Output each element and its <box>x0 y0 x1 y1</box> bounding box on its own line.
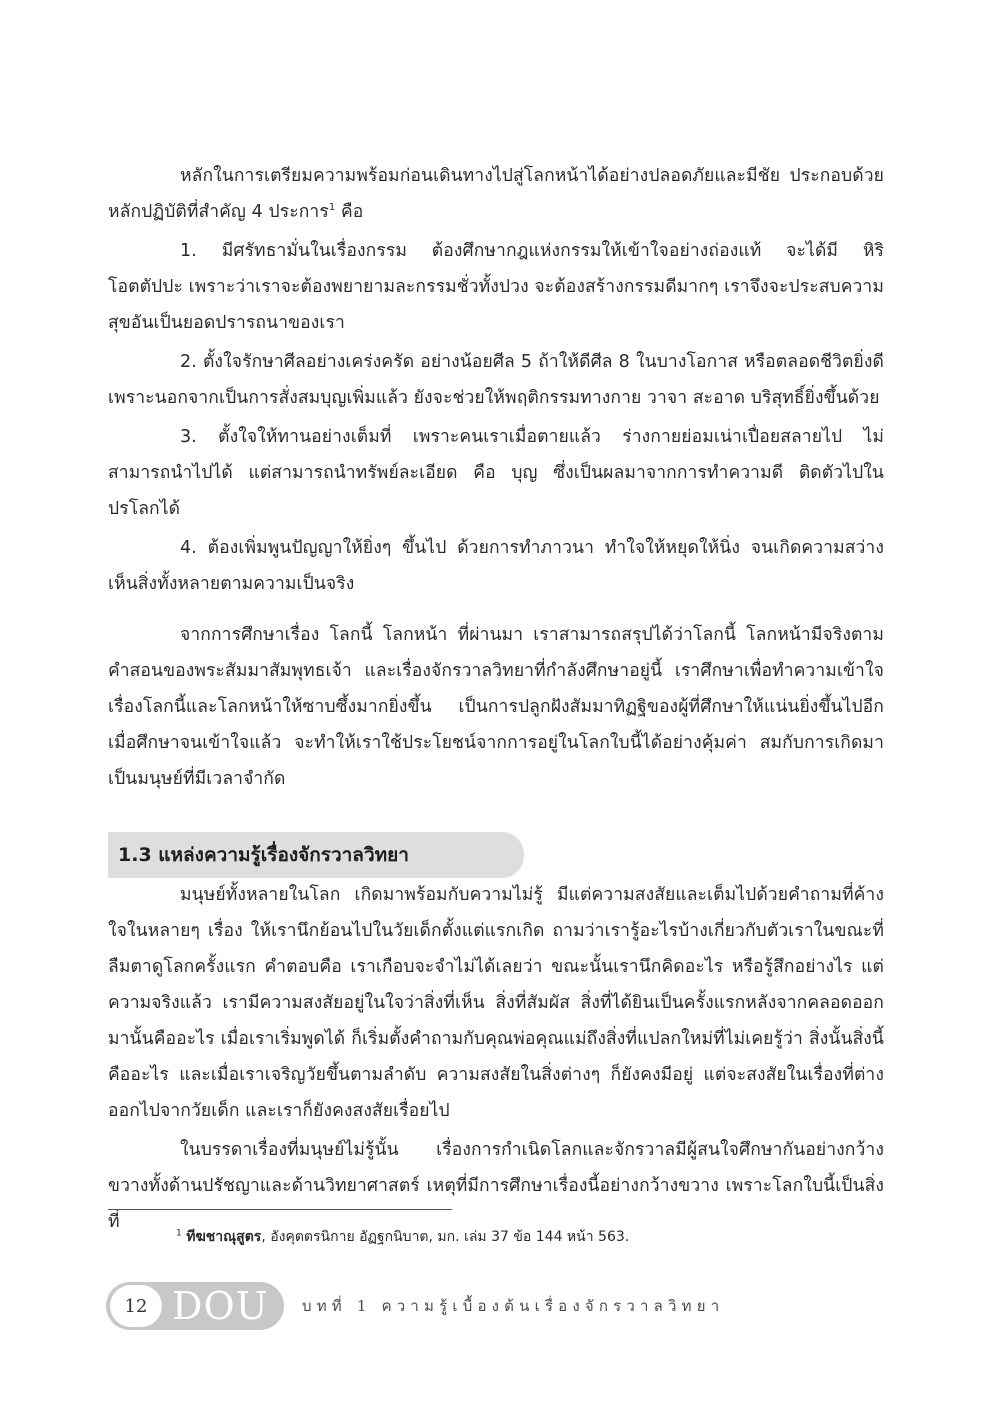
intro-paragraph <box>108 158 884 230</box>
footnote <box>176 1226 876 1248</box>
summary-section <box>108 617 884 800</box>
intro-tail: คือ <box>335 202 364 222</box>
intro-text: หลักในการเตรียมความพร้อมก่อนเดินทางไปสู่โลกหน้าได้อย่างปลอดภัยและมีชัย ประกอบด้วยหลักปฏิบัติที่สำคัญ 4 ประการ <box>108 166 884 222</box>
footnote-source: ทีฆชาณุสูตร <box>186 1229 262 1245</box>
footnote-divider <box>108 1209 452 1210</box>
dou-logo: DOU <box>172 1284 269 1328</box>
principle-item-2: 2. ตั้งใจรักษาศีลอย่างเคร่งครัด อย่างน้อยศีล 5 ถ้าให้ดีศีล 8 ในบางโอกาส หรือตลอดชีวิตยิ่งดี เพราะนอกจากเป็นการสั่งสมบุญเพิ่มแล้ว ยังจะช่วยให้พฤติกรรมทางกาย วาจา สะอาด บริสุทธิ์ยิ่งขึ้นด้วย <box>108 352 884 408</box>
principle-item-4: 4. ต้องเพิ่มพูนปัญญาให้ยิ่งๆ ขึ้นไป ด้วยการทำภาวนา ทำใจให้หยุดให้นิ่ง จนเกิดความสว่างเห็นสิ่งทั้งหลายตามความเป็นจริง <box>108 538 884 594</box>
footnote-citation: , อังคุตตรนิกาย อัฏฐกนิบาต, มก. เล่ม 37 ข้อ 144 หน้า 563. <box>261 1229 630 1245</box>
footnote-reference[interactable]: 1 <box>328 202 336 214</box>
principle-item-3: 3. ตั้งใจให้ทานอย่างเต็มที่ เพราะคนเราเมื่อตายแล้ว ร่างกายย่อมเน่าเปื่อยสลายไป ไม่สามารถนำไปได้ แต่สามารถนำทรัพย์ละเอียด คือ บุญ ซึ่งเป็นผลมาจากการทำความดี ติดตัวไปในปรโลกได้ <box>108 427 884 519</box>
preparation-principles-section <box>108 158 884 605</box>
running-chapter-title: บทที่ 1 ความรู้เบื้องต้นเรื่องจักรวาลวิทยา <box>302 1297 725 1315</box>
principle-item-1: 1. มีศรัทธามั่นในเรื่องกรรม ต้องศึกษากฎแห่งกรรมให้เข้าใจอย่างถ่องแท้ จะได้มี หิริ โอตตัปปะ เพราะว่าเราจะต้องพยายามละกรรมชั่วทั้งปวง จะต้องสร้างกรรมดีมากๆ เราจึงจะประสบความสุขอันเป็นยอดปรารถนาของเรา <box>108 241 884 333</box>
section-heading <box>108 832 524 878</box>
summary-paragraph: จากการศึกษาเรื่อง โลกนี้ โลกหน้า ที่ผ่านมา เราสามารถสรุปได้ว่าโลกนี้ โลกหน้ามีจริงตาม คำสอนของพระสัมมาสัมพุทธเจ้า และเรื่องจักรวาลวิทยาที่กำลังศึกษาอยู่นี้ เราศึกษาเพื่อทำความเข้าใจเรื่องโลกนี้และโลกหน้าให้ซาบซึ้งมากยิ่งขึ้น เป็นการปลูกฝังสัมมาทิฏฐิของผู้ที่ศึกษาให้แน่นยิ่งขึ้นไปอีก เมื่อศึกษาจนเข้าใจแล้ว จะทำให้เราใช้ประโยชน์จากการอยู่ในโลกใบนี้ได้อย่างคุ้มค่า สมกับการเกิดมาเป็นมนุษย์ที่มีเวลาจำกัด <box>108 625 884 789</box>
footnote-mark: 1 <box>176 1228 182 1239</box>
section-heading-text: 1.3 แหล่งความรู้เรื่องจักรวาลวิทยา <box>118 844 409 866</box>
page-number: 12 <box>110 1285 162 1327</box>
cosmology-sources-section <box>108 877 884 1243</box>
cosmology-paragraph-1: มนุษย์ทั้งหลายในโลก เกิดมาพร้อมกับความไม่รู้ มีแต่ความสงสัยและเต็มไปด้วยคำถามที่ค้างใจในหลายๆ เรื่อง ให้เรานึกย้อนไปในวัยเด็กตั้งแต่แรกเกิด ถามว่าเรารู้อะไรบ้างเกี่ยวกับตัวเราในขณะที่ลืมตาดูโลกครั้งแรก คำตอบคือ เราเกือบจะจำไม่ได้เลยว่า ขณะนั้นเรานึกคิดอะไร หรือรู้สึกอย่างไร แต่ความจริงแล้ว เรามีความสงสัยอยู่ในใจว่าสิ่งที่เห็น สิ่งที่สัมผัส สิ่งที่ได้ยินเป็นครั้งแรกหลังจากคลอดออกมานั้นคืออะไร เมื่อเราเริ่มพูดได้ ก็เริ่มตั้งคำถามกับคุณพ่อคุณแม่ถึงสิ่งที่แปลกใหม่ที่ไม่เคยรู้ว่า สิ่งนั้นสิ่งนี้คืออะไร และเมื่อเราเจริญวัยขึ้นตามลำดับ ความสงสัยในสิ่งต่างๆ ก็ยังคงมีอยู่ แต่จะสงสัยในเรื่องที่ต่างออกไปจากวัยเด็ก และเราก็ยังคงสงสัยเรื่อยไป <box>108 885 884 1121</box>
cosmology-paragraph-2: ในบรรดาเรื่องที่มนุษย์ไม่รู้นั้น เรื่องการกำเนิดโลกและจักรวาลมีผู้สนใจศึกษากันอย่างกว้างขวางทั้งด้านปรัชญาและด้านวิทยาศาสตร์ เหตุที่มีการศึกษาเรื่องนี้อย่างกว้างขวาง เพราะโลกใบนี้เป็นสิ่งที่ <box>108 1140 884 1232</box>
